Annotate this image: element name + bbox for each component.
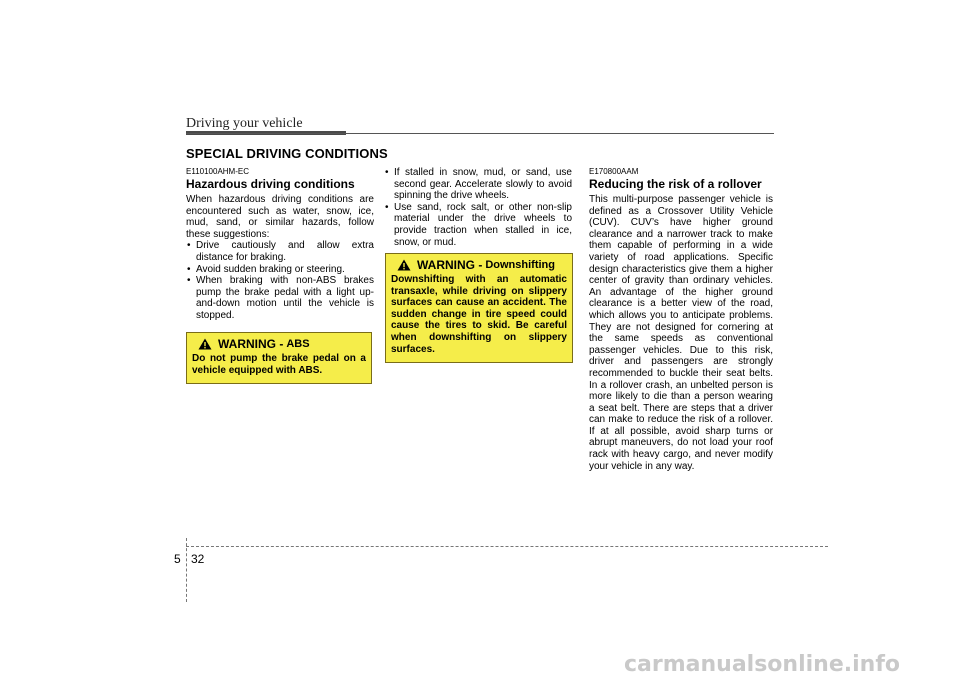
chapter-number: 5 bbox=[174, 552, 181, 566]
list-item: • When braking with non-ABS brakes pump the brake pedal with a light up-and-down motion until the vehicle is stopped. bbox=[186, 275, 374, 321]
warning-triangle-icon bbox=[198, 338, 212, 350]
warning-title bbox=[391, 258, 567, 272]
warning-box-downshifting bbox=[385, 253, 573, 363]
list-item: • Avoid sudden braking or steering. bbox=[186, 264, 374, 276]
warning-title bbox=[192, 337, 366, 351]
warning-body: Downshifting with an automatic transaxle, while driving on slippery surfaces can cause an accident. The sudden change in tire speed could cause the tires to skid. Be careful when downshifting on slippery surfaces. bbox=[391, 274, 567, 355]
list-item: • Drive cautiously and allow extra distance for braking. bbox=[186, 240, 374, 263]
warning-label: WARNING - bbox=[218, 337, 284, 351]
warning-label: WARNING - bbox=[417, 258, 483, 272]
watermark: carmanualsonline.info bbox=[624, 652, 900, 677]
header-rule bbox=[186, 133, 774, 134]
section-code: E110100AHM-EC bbox=[186, 167, 249, 176]
hazard-heading: Hazardous driving conditions bbox=[186, 177, 355, 191]
warning-body: Do not pump the brake pedal on a vehicle equipped with ABS. bbox=[192, 353, 366, 376]
footer-rule bbox=[186, 546, 828, 547]
running-head: Driving your vehicle bbox=[186, 116, 303, 131]
stalled-bullets bbox=[384, 167, 572, 248]
warning-triangle-icon bbox=[397, 259, 411, 271]
column-stalled bbox=[384, 167, 572, 248]
warning-box-abs bbox=[186, 332, 372, 384]
rollover-heading: Reducing the risk of a rollover bbox=[589, 177, 762, 191]
hazard-bullets bbox=[186, 240, 374, 321]
column-rollover bbox=[589, 167, 773, 472]
list-item: • If stalled in snow, mud, or sand, use second gear. Accelerate slowly to avoid spinning the drive wheels. bbox=[384, 167, 572, 202]
warning-suffix: Downshifting bbox=[485, 259, 555, 271]
hazard-intro: When hazardous driving conditions are encountered such as water, snow, ice, mud, sand, or similar hazards, follow these suggestions: bbox=[186, 194, 374, 240]
column-hazardous bbox=[186, 167, 374, 322]
footer-vertical-rule bbox=[186, 538, 187, 602]
warning-suffix: ABS bbox=[286, 338, 310, 350]
page-number: 32 bbox=[191, 552, 205, 566]
list-item: • Use sand, rock salt, or other non-slip material under the drive wheels to provide traction when stalled in ice, snow, or mud. bbox=[384, 202, 572, 248]
rollover-body: This multi-purpose passenger vehicle is defined as a Crossover Utility Vehicle (CUV). CUV’s have higher ground clearance and a narrower track to make them capable of performing in a wide variety of road applications. Specific design characteristics give them a higher center of gravity than ordinary vehicles. An advantage of the higher ground clearance is a better view of the road, which allows you to anticipate problems. They are not designed for cornering at the same speeds as conventional passenger vehicles. Due to this risk, driver and passengers are strongly recommended to buckle their seat belts. In a rollover crash, an unbelted person is more likely to die than a person wearing a seat belt. There are steps that a driver can make to reduce the risk of a rollover. If at all possible, avoid sharp turns or abrupt maneuvers, do not load your roof rack with heavy cargo, and never modify your vehicle in any way. bbox=[589, 194, 773, 472]
section-code: E170800AAM bbox=[589, 167, 639, 176]
section-title: SPECIAL DRIVING CONDITIONS bbox=[186, 146, 388, 161]
